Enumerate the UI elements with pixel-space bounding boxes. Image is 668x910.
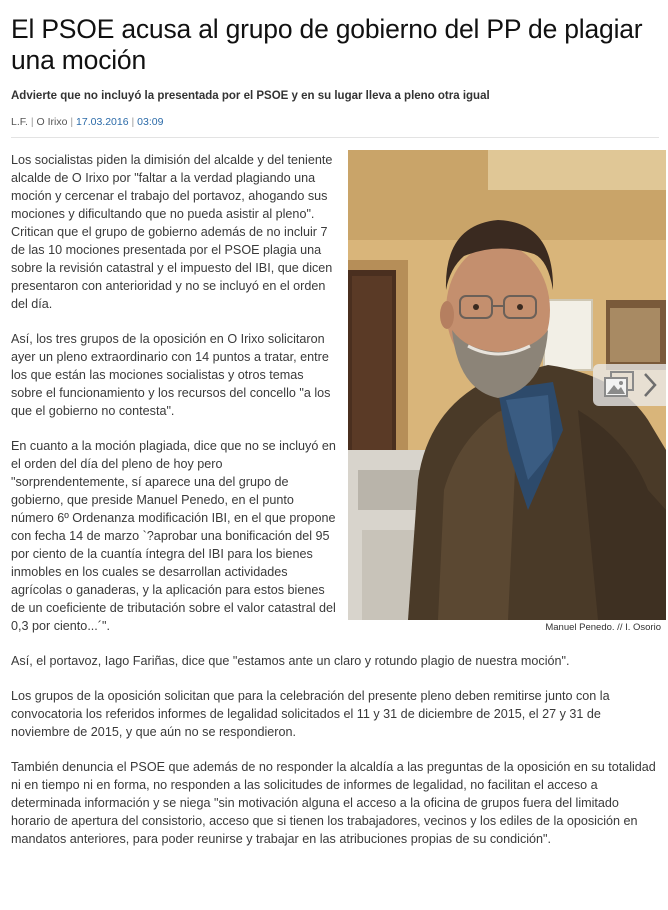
article-paragraph: Los socialistas piden la dimisión del alcalde y del teniente alcalde de O Irixo por "faltar a la verdad plagiando una moción y cercenar el trabajo del portavoz, ahogando sus mociones y dificultando que no pueda asistir al pleno". Critican que el grupo de gobierno además de no incluir 7 de las 10 mociones presentada por el PSOE plagia una sobre la revisión catastral y el impuesto del IBI, que dicen presentaron con anterioridad y no se incluyó en el orden del día. bbox=[11, 153, 333, 311]
byline-location: O Irixo bbox=[36, 116, 68, 128]
byline-date: 17.03.2016 bbox=[76, 116, 129, 128]
article-title: El PSOE acusa al grupo de gobierno del PP de plagiar una moción bbox=[11, 14, 643, 75]
byline-author: L.F. bbox=[11, 116, 28, 128]
article-paragraph: Así, el portavoz, Iago Fariñas, dice que "estamos ante un claro y rotundo plagio de nuestra moción". bbox=[11, 654, 570, 668]
image-float-spacer bbox=[338, 151, 661, 638]
article-subtitle: Advierte que no incluyó la presentada por el PSOE y en su lugar lleva a pleno otra igual bbox=[11, 90, 490, 102]
byline-separator: | bbox=[70, 116, 74, 128]
byline-time: 03:09 bbox=[137, 116, 164, 128]
article-paragraph: Así, los tres grupos de la oposición en O Irixo solicitaron ayer un pleno extraordinario con 14 puntos a tratar, entre los que están las mociones socialistas y otros temas sobre el funcionamiento y los recursos del concello "a los que el gobierno no contesta". bbox=[11, 332, 331, 418]
article-paragraph: Los grupos de la oposición solicitan que para la celebración del presente pleno deben remitirse junto con la convocatoria los referidos informes de legalidad solicitados el 11 y 31 de diciembre de 2015, el 27 y 31 de noviembre de 2015, y que aún no se respondieron. bbox=[11, 689, 610, 739]
byline bbox=[11, 116, 163, 129]
byline-separator: | bbox=[131, 116, 135, 128]
photo-caption: Manuel Penedo. // I. Osorio bbox=[545, 622, 661, 633]
byline-separator: | bbox=[30, 116, 34, 128]
article-body bbox=[11, 151, 661, 865]
header-divider bbox=[11, 137, 659, 138]
article-paragraph: En cuanto a la moción plagiada, dice que no se incluyó en el orden del día del pleno de hoy pero "sorprendentemente, sí aparece una del grupo de gobierno, que preside Manuel Penedo, en el punto número 6º Ordenanza modificación IBI, en el que propone con fecha 14 de marzo `?aprobar una bonificación del 95 por ciento de la cuantía íntegra del IBI para los bienes inmobles en los cuales se desarrollan actividades agrícolas o ganaderas, y la aplicación para estos bienes de un coeficiente de tributación sobre el valor catastral del 0,3 por ciento...´". bbox=[11, 439, 336, 633]
article-paragraph: También denuncia el PSOE que además de no responder la alcaldía a las preguntas de la oposición en su totalidad ni en tiempo ni en forma, no responden a las solicitudes de informes de legalidad, no facilitan el acceso a determinada información y se niega "sin motivación alguna el acceso a la oficina de grupos fuera del limitado horario de apertura del consistorio, acceso que si tienen los trabajadores, vecinos y los ediles de la oposición en mandatos anteriores, para poder reunirse y trabajar en las atribuciones propias de su condición". bbox=[11, 760, 656, 846]
